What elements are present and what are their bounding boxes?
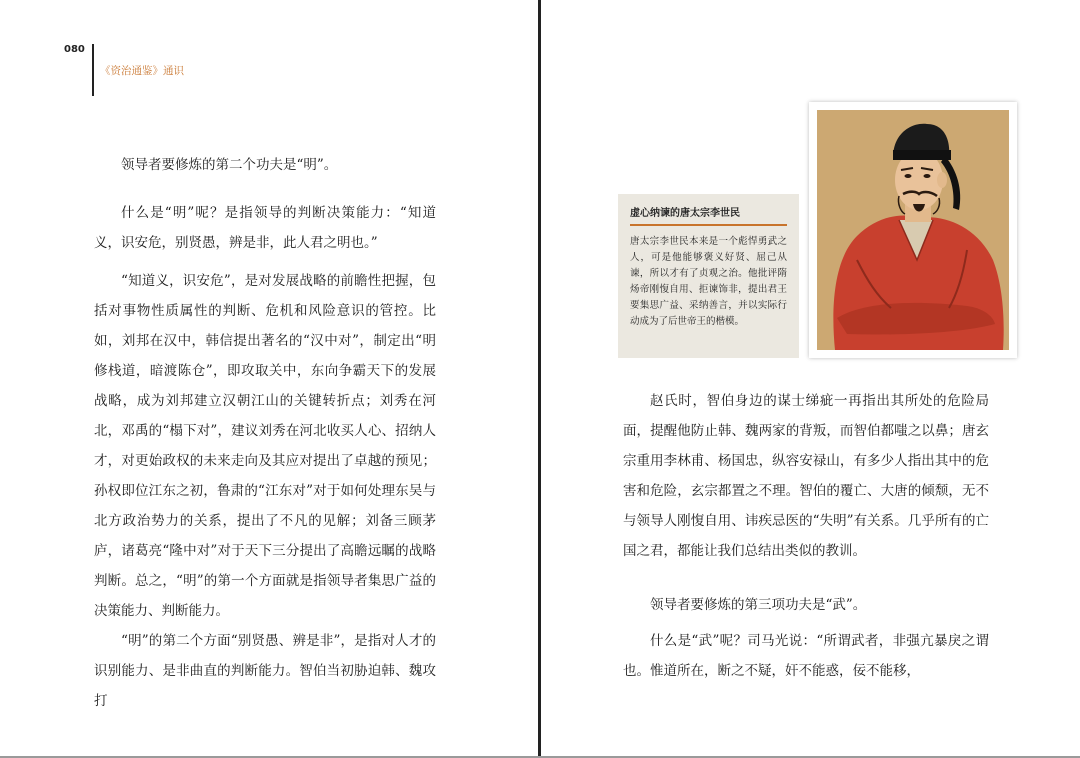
running-head: 《资治通鉴》通识 xyxy=(100,65,184,77)
paragraph: 领导者要修炼的第三项功夫是“武”。 xyxy=(650,597,867,613)
portrait-frame xyxy=(809,102,1017,358)
paragraph: 领导者要修炼的第二个功夫是“明”。 xyxy=(121,157,338,173)
header-rule xyxy=(92,44,94,96)
tang-taizong-portrait xyxy=(817,110,1009,350)
paragraph: “明”的第二个方面“别贤愚、辨是非”，是指对人才的识别能力、是非曲直的判断能力。智伯当初胁迫韩、魏攻打 xyxy=(94,633,436,709)
caption-body: 唐太宗李世民本来是一个彪悍勇武之人，可是他能够褒义好贤、屈己从谏，所以才有了贞观之治。他批评隋炀帝刚愎自用、拒谏饰非，提出君王要集思广益、采纳善言，并以实际行动成为了后世帝王的楷模。 xyxy=(630,236,787,327)
paragraph: 赵氏时，智伯身边的谋士绨疵一再指出其所处的危险局面，提醒他防止韩、魏两家的背叛，而智伯都嗤之以鼻；唐玄宗重用李林甫、杨国忠，纵容安禄山，有多少人指出其中的危害和危险，玄宗都置之不理。智伯的覆亡、大唐的倾颓，无不与领导人刚愎自用、讳疾忌医的“失明”有关系。几乎所有的亡国之君，都能让我们总结出类似的教训。 xyxy=(623,393,989,559)
right-page xyxy=(541,0,1080,758)
paragraph: 什么是“明”呢？是指领导的判断决策能力：“知道义，识安危，别贤愚，辨是非，此人君之明也。” xyxy=(94,205,436,251)
page-number: 080 xyxy=(64,44,85,55)
paragraph: “知道义，识安危”，是对发展战略的前瞻性把握，包括对事物性质属性的判断、危机和风险意识的管控。比如，刘邦在汉中，韩信提出著名的“汉中对”，制定出“明修栈道，暗渡陈仓”，即攻取关中，东向争霸天下的发展战略，成为刘邦建立汉朝江山的关键转折点；刘秀在河北，邓禹的“榻下对”，建议刘秀在河北收买人心、招纳人才，对更始政权的未来走向及其应对提出了卓越的预见；孙权即位江东之初，鲁肃的“江东对”对于如何处理东吴与北方政治势力的关系，提出了不凡的见解；刘备三顾茅庐，诸葛亮“隆中对”对于天下三分提出了高瞻远瞩的战略判断。总之，“明”的第一个方面就是指领导者集思广益的决策能力、判断能力。 xyxy=(94,273,436,619)
left-page xyxy=(0,0,538,758)
paragraph: 什么是“武”呢？司马光说：“所谓武者，非强亢暴戾之谓也。惟道所在，断之不疑，奸不能惑，佞不能移， xyxy=(623,633,989,679)
caption-box xyxy=(618,194,799,358)
caption-title: 虚心纳谏的唐太宗李世民 xyxy=(630,204,787,226)
